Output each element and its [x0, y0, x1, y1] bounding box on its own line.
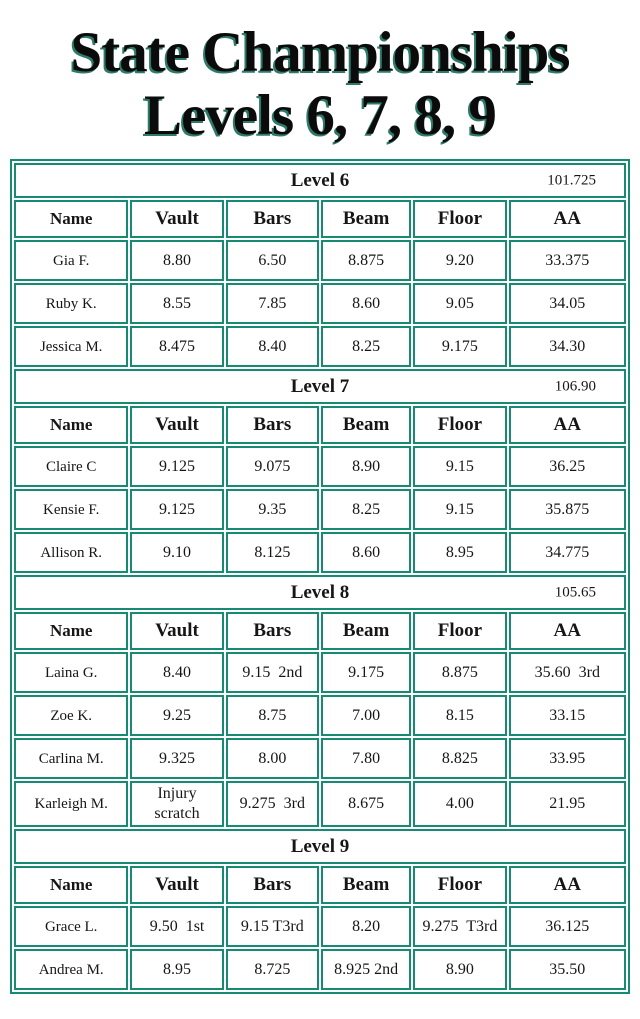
- score-cell: 7.00: [321, 695, 411, 736]
- level-label: Level 7: [290, 375, 350, 397]
- level-header-cell: [14, 369, 626, 404]
- score-cell: 8.675: [321, 781, 411, 827]
- gymnast-name-cell: Ruby K.: [14, 283, 128, 324]
- level-label: Level 9: [290, 835, 350, 857]
- score-cell: 8.40: [130, 652, 223, 693]
- level-header-row: [14, 575, 626, 610]
- table-row: [14, 240, 626, 281]
- level-header-row: [14, 163, 626, 198]
- score-cell: 34.05: [509, 283, 626, 324]
- gymnast-name-cell: Allison R.: [14, 532, 128, 573]
- table-row: [14, 695, 626, 736]
- table-row: [14, 906, 626, 947]
- score-sheet-page: [0, 22, 640, 994]
- level-header-row: [14, 369, 626, 404]
- column-header-row: [14, 612, 626, 650]
- column-header-vault: Vault: [130, 200, 223, 238]
- column-header-floor: Floor: [413, 866, 506, 904]
- gymnast-name-cell: Claire C: [14, 446, 128, 487]
- table-row: [14, 489, 626, 530]
- score-cell: 33.375: [509, 240, 626, 281]
- score-cell: 9.275 3rd: [226, 781, 319, 827]
- score-cell: 9.125: [130, 489, 223, 530]
- column-header-floor: Floor: [413, 612, 506, 650]
- score-cell: 21.95: [509, 781, 626, 827]
- score-cell: 9.15: [413, 489, 506, 530]
- score-cell: 6.50: [226, 240, 319, 281]
- score-cell: 9.15 2nd: [226, 652, 319, 693]
- level-header-cell: [14, 575, 626, 610]
- column-header-beam: Beam: [321, 866, 411, 904]
- level-total: 101.725: [547, 172, 596, 189]
- score-cell: 9.35: [226, 489, 319, 530]
- score-cell: 8.25: [321, 489, 411, 530]
- score-cell: 8.60: [321, 283, 411, 324]
- column-header-bars: Bars: [226, 406, 319, 444]
- score-cell: 8.875: [321, 240, 411, 281]
- table-row: [14, 283, 626, 324]
- score-cell: 7.80: [321, 738, 411, 779]
- score-cell: 8.25: [321, 326, 411, 367]
- table-row: [14, 532, 626, 573]
- score-cell: 35.875: [509, 489, 626, 530]
- score-cell: 9.15 T3rd: [226, 906, 319, 947]
- table-row: [14, 326, 626, 367]
- column-header-name: Name: [14, 406, 128, 444]
- score-cell: 9.325: [130, 738, 223, 779]
- score-cell: 8.90: [413, 949, 506, 990]
- level-total: 106.90: [554, 378, 596, 395]
- gymnast-name-cell: Jessica M.: [14, 326, 128, 367]
- column-header-beam: Beam: [321, 406, 411, 444]
- score-cell: 9.10: [130, 532, 223, 573]
- score-cell: 8.475: [130, 326, 223, 367]
- column-header-bars: Bars: [226, 612, 319, 650]
- page-title: [6, 22, 634, 147]
- level-label: Level 8: [290, 581, 350, 603]
- score-cell: 35.60 3rd: [509, 652, 626, 693]
- score-cell: 9.15: [413, 446, 506, 487]
- score-cell: 8.75: [226, 695, 319, 736]
- column-header-aa: AA: [509, 406, 626, 444]
- column-header-row: [14, 406, 626, 444]
- level-label: Level 6: [290, 169, 350, 191]
- page-title-line2: Levels 6, 7, 8, 9: [144, 83, 496, 147]
- score-cell: 9.075: [226, 446, 319, 487]
- column-header-vault: Vault: [130, 406, 223, 444]
- score-cell: 8.15: [413, 695, 506, 736]
- score-cell: 9.125: [130, 446, 223, 487]
- score-cell: 7.85: [226, 283, 319, 324]
- score-cell: 9.25: [130, 695, 223, 736]
- level-header-cell: [14, 829, 626, 864]
- gymnast-name-cell: Grace L.: [14, 906, 128, 947]
- score-cell: 8.875: [413, 652, 506, 693]
- gymnast-name-cell: Karleigh M.: [14, 781, 128, 827]
- table-row: [14, 652, 626, 693]
- column-header-bars: Bars: [226, 200, 319, 238]
- score-cell: 35.50: [509, 949, 626, 990]
- column-header-floor: Floor: [413, 200, 506, 238]
- table-row: [14, 446, 626, 487]
- column-header-vault: Vault: [130, 612, 223, 650]
- score-cell: 8.90: [321, 446, 411, 487]
- score-cell: 33.95: [509, 738, 626, 779]
- column-header-beam: Beam: [321, 200, 411, 238]
- score-cell: 9.175: [413, 326, 506, 367]
- level-total: 105.65: [554, 584, 596, 601]
- column-header-aa: AA: [509, 866, 626, 904]
- score-cell: 8.95: [413, 532, 506, 573]
- gymnast-name-cell: Gia F.: [14, 240, 128, 281]
- score-cell: 8.125: [226, 532, 319, 573]
- score-cell: 36.125: [509, 906, 626, 947]
- gymnast-name-cell: Carlina M.: [14, 738, 128, 779]
- score-cell: 9.20: [413, 240, 506, 281]
- score-cell: 8.60: [321, 532, 411, 573]
- gymnast-name-cell: Andrea M.: [14, 949, 128, 990]
- table-row: [14, 738, 626, 779]
- column-header-bars: Bars: [226, 866, 319, 904]
- score-cell: 8.80: [130, 240, 223, 281]
- gymnast-name-cell: Kensie F.: [14, 489, 128, 530]
- score-cell: 34.30: [509, 326, 626, 367]
- score-cell: 8.40: [226, 326, 319, 367]
- table-row: [14, 949, 626, 990]
- level-header-cell: [14, 163, 626, 198]
- score-cell: Injury scratch: [130, 781, 223, 827]
- score-cell: 8.95: [130, 949, 223, 990]
- results-table: [10, 159, 630, 994]
- score-cell: 8.20: [321, 906, 411, 947]
- score-cell: 9.05: [413, 283, 506, 324]
- column-header-name: Name: [14, 612, 128, 650]
- score-cell: 34.775: [509, 532, 626, 573]
- score-cell: 8.825: [413, 738, 506, 779]
- column-header-name: Name: [14, 200, 128, 238]
- score-cell: 8.725: [226, 949, 319, 990]
- column-header-row: [14, 866, 626, 904]
- gymnast-name-cell: Laina G.: [14, 652, 128, 693]
- column-header-floor: Floor: [413, 406, 506, 444]
- page-title-line1: State Championships: [70, 21, 570, 84]
- column-header-beam: Beam: [321, 612, 411, 650]
- level-header-row: [14, 829, 626, 864]
- gymnast-name-cell: Zoe K.: [14, 695, 128, 736]
- score-cell: 8.55: [130, 283, 223, 324]
- column-header-aa: AA: [509, 200, 626, 238]
- score-cell: 9.50 1st: [130, 906, 223, 947]
- column-header-aa: AA: [509, 612, 626, 650]
- table-row: [14, 781, 626, 827]
- score-cell: 9.275 T3rd: [413, 906, 506, 947]
- results-table-body: [14, 163, 626, 990]
- column-header-name: Name: [14, 866, 128, 904]
- score-cell: 36.25: [509, 446, 626, 487]
- score-cell: 8.925 2nd: [321, 949, 411, 990]
- score-cell: 33.15: [509, 695, 626, 736]
- score-cell: 4.00: [413, 781, 506, 827]
- score-cell: 9.175: [321, 652, 411, 693]
- column-header-vault: Vault: [130, 866, 223, 904]
- score-cell: 8.00: [226, 738, 319, 779]
- column-header-row: [14, 200, 626, 238]
